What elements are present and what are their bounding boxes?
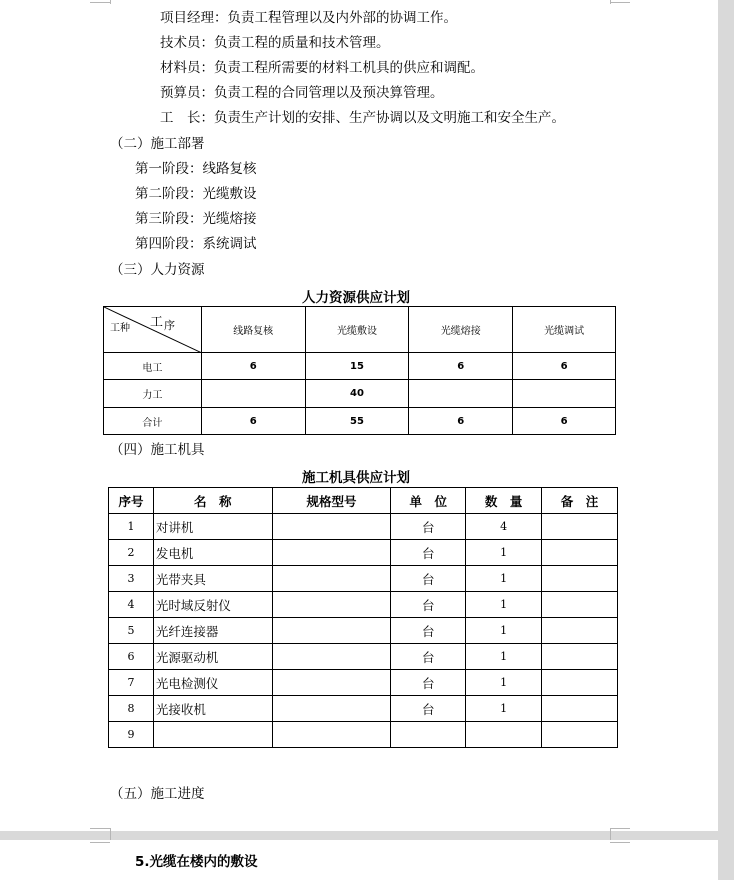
column-header: 光缆敷设 (305, 307, 409, 353)
corner-label-top2: 序 (164, 319, 175, 332)
name-cell: 光电检测仪 (153, 670, 272, 696)
column-header: 规格型号 (272, 488, 391, 514)
table-cell: 6 (409, 353, 513, 380)
equipment-supply-table (108, 487, 618, 748)
seq-cell: 1 (109, 514, 154, 540)
phase-line: 第四阶段：系统调试 (135, 236, 257, 252)
phase-line: 第一阶段：线路复核 (135, 161, 257, 177)
table-row (109, 670, 618, 696)
seq-cell: 4 (109, 592, 154, 618)
unit-cell: 台 (391, 618, 466, 644)
crop-mark (90, 842, 110, 843)
note-cell (542, 566, 618, 592)
table-row (109, 514, 618, 540)
name-cell: 光时域反射仪 (153, 592, 272, 618)
table-row (109, 566, 618, 592)
spec-cell (272, 618, 391, 644)
note-cell (542, 670, 618, 696)
column-header: 备 注 (542, 488, 618, 514)
spec-cell (272, 592, 391, 618)
unit-cell (391, 722, 466, 748)
qty-cell: 1 (466, 618, 542, 644)
table-row (109, 644, 618, 670)
column-header: 光缆调试 (513, 307, 616, 353)
role-line: 技术员：负责工程的质量和技术管理。 (160, 35, 390, 51)
table-cell (513, 380, 616, 408)
table-cell: 6 (409, 408, 513, 435)
unit-cell: 台 (391, 592, 466, 618)
table-row (109, 722, 618, 748)
seq-cell: 8 (109, 696, 154, 722)
column-header: 光缆熔接 (409, 307, 513, 353)
note-cell (542, 696, 618, 722)
row-label: 合计 (104, 408, 202, 435)
corner-label-top1: 工 (150, 315, 164, 330)
spec-cell (272, 644, 391, 670)
name-cell: 光源驱动机 (153, 644, 272, 670)
table-cell (201, 380, 305, 408)
section-heading: （五）施工进度 (110, 786, 205, 802)
note-cell (542, 592, 618, 618)
note-cell (542, 644, 618, 670)
spec-cell (272, 540, 391, 566)
table-row (104, 380, 616, 408)
column-header: 名 称 (153, 488, 272, 514)
crop-mark (90, 2, 110, 3)
column-header: 序号 (109, 488, 154, 514)
qty-cell: 1 (466, 644, 542, 670)
crop-mark (110, 0, 111, 4)
next-page (0, 840, 718, 880)
table-cell: 55 (305, 408, 409, 435)
spec-cell (272, 670, 391, 696)
table-row (109, 540, 618, 566)
table-cell: 40 (305, 380, 409, 408)
seq-cell: 3 (109, 566, 154, 592)
table-cell: 6 (513, 408, 616, 435)
table-cell: 6 (201, 408, 305, 435)
unit-cell: 台 (391, 644, 466, 670)
unit-cell: 台 (391, 540, 466, 566)
table-title: 人力资源供应计划 (302, 290, 410, 306)
qty-cell: 1 (466, 670, 542, 696)
name-cell: 光纤连接器 (153, 618, 272, 644)
section-heading: （四）施工机具 (110, 442, 205, 458)
table-row (104, 353, 616, 380)
role-line: 工 长：负责生产计划的安排、生产协调以及文明施工和安全生产。 (160, 110, 565, 126)
seq-cell: 7 (109, 670, 154, 696)
table-cell: 6 (513, 353, 616, 380)
column-header: 数 量 (466, 488, 542, 514)
name-cell: 光接收机 (153, 696, 272, 722)
hr-supply-table (103, 306, 616, 435)
table-cell (409, 380, 513, 408)
name-cell (153, 722, 272, 748)
spec-cell (272, 722, 391, 748)
table-row (109, 618, 618, 644)
table-cell: 15 (305, 353, 409, 380)
unit-cell: 台 (391, 514, 466, 540)
role-line: 项目经理：负责工程管理以及内外部的协调工作。 (160, 10, 457, 26)
qty-cell: 1 (466, 540, 542, 566)
crop-mark (610, 828, 630, 829)
table-row (109, 592, 618, 618)
qty-cell: 1 (466, 566, 542, 592)
phase-line: 第二阶段：光缆敷设 (135, 186, 257, 202)
crop-mark (610, 0, 611, 4)
note-cell (542, 618, 618, 644)
unit-cell: 台 (391, 670, 466, 696)
section-heading: （三）人力资源 (110, 262, 205, 278)
seq-cell: 5 (109, 618, 154, 644)
role-line: 材料员：负责工程所需要的材料工机具的供应和调配。 (160, 60, 484, 76)
note-cell (542, 540, 618, 566)
corner-label-left: 工种 (110, 323, 130, 334)
role-line: 预算员：负责工程的合同管理以及预决算管理。 (160, 85, 444, 101)
spec-cell (272, 696, 391, 722)
qty-cell: 4 (466, 514, 542, 540)
table-row (104, 408, 616, 435)
diagonal-header-cell (104, 307, 202, 353)
column-header: 单 位 (391, 488, 466, 514)
section-heading: （二）施工部署 (110, 136, 205, 152)
name-cell: 对讲机 (153, 514, 272, 540)
name-cell: 发电机 (153, 540, 272, 566)
unit-cell: 台 (391, 566, 466, 592)
note-cell (542, 722, 618, 748)
crop-mark (610, 2, 630, 3)
qty-cell: 1 (466, 696, 542, 722)
table-cell: 6 (201, 353, 305, 380)
name-cell: 光带夹具 (153, 566, 272, 592)
crop-mark (90, 828, 110, 829)
phase-line: 第三阶段：光缆熔接 (135, 211, 257, 227)
seq-cell: 6 (109, 644, 154, 670)
seq-cell: 9 (109, 722, 154, 748)
spec-cell (272, 566, 391, 592)
crop-mark (610, 842, 630, 843)
seq-cell: 2 (109, 540, 154, 566)
table-title: 施工机具供应计划 (302, 470, 410, 486)
row-label: 力工 (104, 380, 202, 408)
qty-cell: 1 (466, 592, 542, 618)
row-label: 电工 (104, 353, 202, 380)
column-header: 线路复核 (201, 307, 305, 353)
unit-cell: 台 (391, 696, 466, 722)
next-page-heading: 5.光缆在楼内的敷设 (135, 854, 258, 870)
table-row (109, 696, 618, 722)
spec-cell (272, 514, 391, 540)
qty-cell (466, 722, 542, 748)
note-cell (542, 514, 618, 540)
